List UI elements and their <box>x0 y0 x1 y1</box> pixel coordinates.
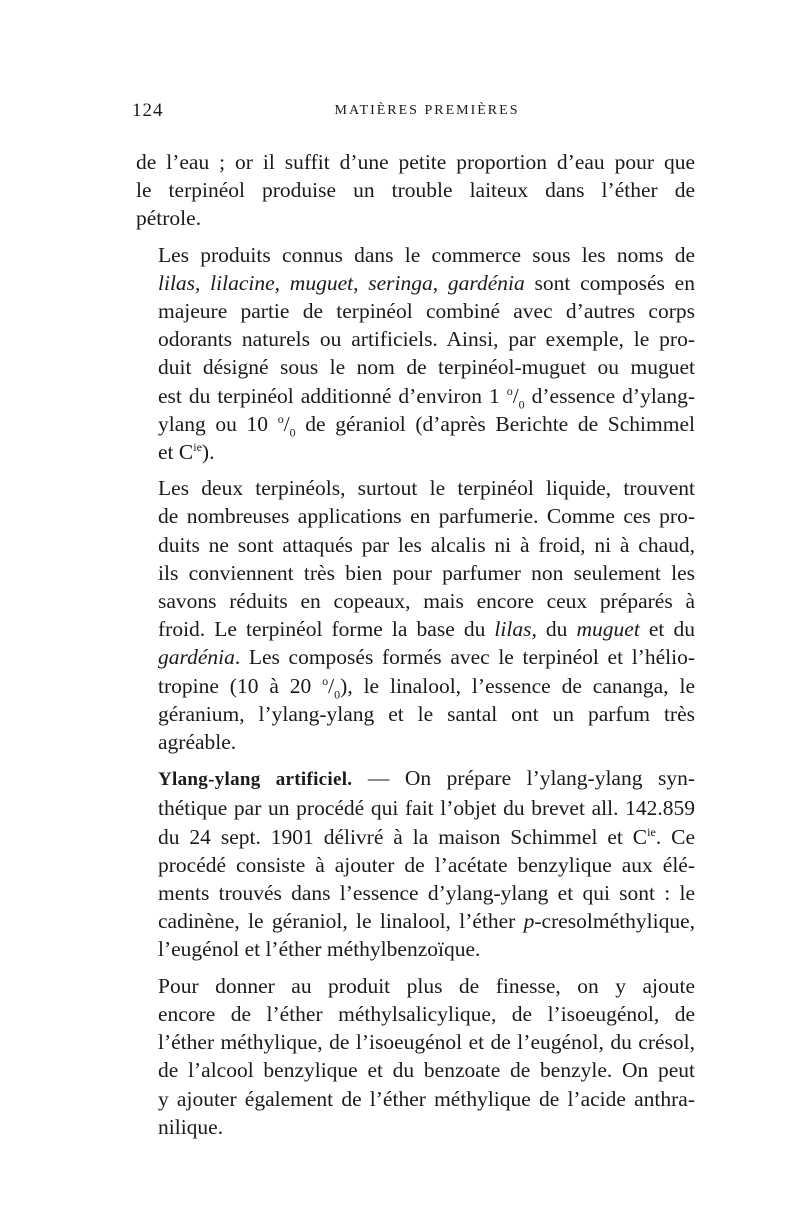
text-line: Ylang-ylang artificiel. — On prépare l’ylang-ylang syn- <box>158 766 696 791</box>
text-line: de l’eau ; or il suffit d’une petite proportion d’eau pour que <box>136 150 695 174</box>
text-line: pétrole. <box>136 206 202 231</box>
text-line: thétique par un procédé qui fait l’objet du brevet all. 142.859 <box>158 796 695 821</box>
text-line: cadinène, le géraniol, le linalool, l’éther p-cresolméthylique, <box>158 909 695 934</box>
paragraph-3 <box>136 474 695 756</box>
text-line: y ajouter également de l’éther méthylique de l’acide anthra- <box>158 1086 695 1111</box>
text-line: l’eugénol et l’éther méthylbenzoïque. <box>158 937 481 962</box>
text-line: est du terpinéol additionné d’environ 1 $^o/_0$ d’essence d’ylang- <box>158 383 696 411</box>
text-line: gardénia. Les composés formés avec le terpinéol et l’hélio- <box>158 645 695 670</box>
text-line: Les deux terpinéols, surtout le terpinéol liquide, trouvent <box>158 476 695 501</box>
text-line: duits ne sont attaqués par les alcalis ni à froid, ni à chaud, <box>158 532 695 557</box>
text-line: savons réduits en copeaux, mais encore ceux préparés à <box>158 589 695 614</box>
text-line: encore de l’éther méthylsalicylique, de l’isoeugénol, de <box>158 1001 695 1026</box>
text-line: ils conviennent très bien pour parfumer non seulement les <box>158 560 695 585</box>
text-line: de nombreuses applications en parfumerie. Comme ces pro- <box>158 504 695 529</box>
text-line: duit désigné sous le nom de terpinéol-muguet ou muguet <box>158 355 695 380</box>
text-line: lilas, lilacine, muguet, seringa, gardénia sont composés en <box>158 270 695 295</box>
paragraph-2 <box>136 241 695 467</box>
text-line: de l’alcool benzylique et du benzoate de benzyle. On peut <box>158 1058 695 1083</box>
text-line: géranium, l’ylang-ylang et le santal ont un parfum très <box>158 701 695 726</box>
paragraph-5 <box>136 972 695 1141</box>
italic-terms: lilas, lilacine, muguet, seringa, gardénia <box>158 270 525 295</box>
text-line: Les produits connus dans le commerce sous les noms de <box>158 242 695 267</box>
text-line: froid. Le terpinéol forme la base du lilas, du muguet et du <box>158 617 695 642</box>
running-head: MATIÈRES PREMIÈRES <box>334 103 520 118</box>
text-line: majeure partie de terpinéol combiné avec d’autres corps <box>158 299 695 324</box>
body-text <box>136 148 695 1141</box>
text-line: l’éther méthylique, de l’isoeugénol et de l’eugénol, du crésol, <box>158 1030 695 1055</box>
text-line: le terpinéol produise un trouble laiteux dans l’éther de <box>136 178 695 203</box>
page-number: 124 <box>132 100 164 121</box>
paragraph-1 <box>136 148 695 233</box>
page-header <box>130 100 700 124</box>
section-heading: Ylang-ylang artificiel. <box>158 769 353 791</box>
text-line: et $C^{ie}$). <box>158 439 215 465</box>
text-line: ments trouvés dans l’essence d’ylang-ylang et qui sont : le <box>158 881 695 906</box>
text-line: procédé consiste à ajouter de l’acétate benzylique aux élé- <box>158 852 695 877</box>
text-line: ylang ou 10 $^o/_0$ de géraniol (d’après Berichte de Schimmel <box>158 411 695 440</box>
text-line: Pour donner au produit plus de finesse, on y ajoute <box>158 973 695 998</box>
text-line: agréable. <box>158 730 237 755</box>
text-line: nilique. <box>158 1114 224 1139</box>
text-line: odorants naturels ou artificiels. Ainsi, par exemple, le pro- <box>158 327 695 352</box>
paragraph-4 <box>136 764 695 963</box>
text-line: du 24 sept. 1901 délivré à la maison Schimmel et $C^{ie}$. Ce <box>158 824 695 849</box>
text-line: tropine (10 à 20 $^o/_0$), le linalool, l’essence de cananga, le <box>158 673 695 701</box>
